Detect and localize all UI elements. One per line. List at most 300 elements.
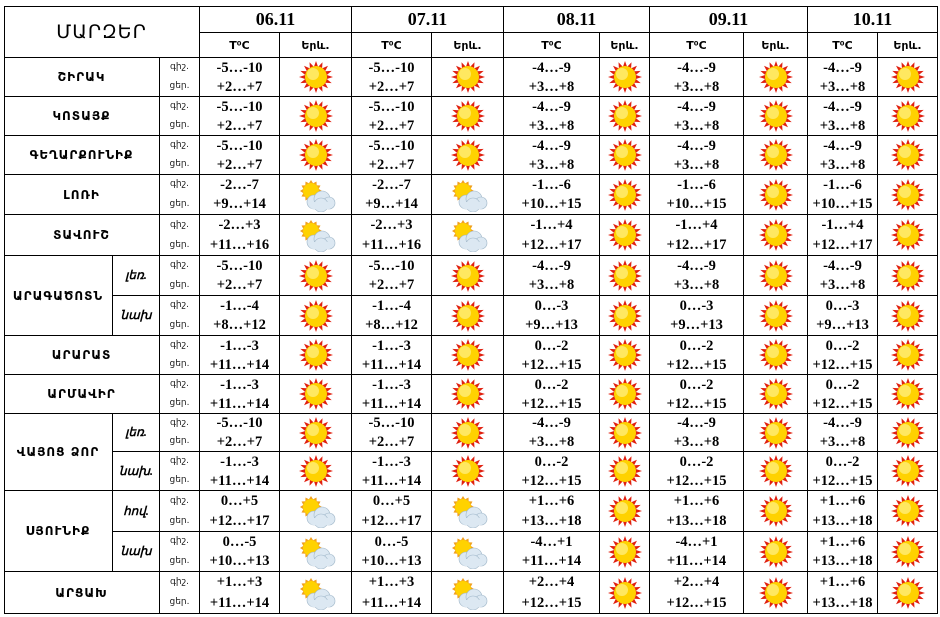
- weather-cell: [432, 414, 504, 452]
- temperature-cell: [504, 491, 600, 532]
- day-temperature: +12…+17: [812, 237, 873, 253]
- weather-cell: [600, 491, 650, 532]
- night-temperature: -4…-9: [823, 415, 862, 432]
- sun-icon: [448, 454, 488, 488]
- temperature-cell: [200, 572, 280, 614]
- night-label: գիշ.: [170, 62, 189, 72]
- day-temperature: +8…+12: [365, 317, 418, 334]
- temperature-cell: [650, 572, 744, 614]
- region-name: [4, 175, 160, 215]
- day-night-label: [160, 58, 200, 97]
- day-temperature: +11…+14: [361, 594, 422, 611]
- weather-cell: [280, 256, 352, 296]
- sun-cloud-icon: [448, 535, 488, 569]
- night-temperature: -1…-6: [677, 176, 716, 193]
- sun-icon: [296, 338, 336, 372]
- night-temperature: -4…+1: [530, 533, 573, 550]
- temperature-cell: [808, 175, 878, 215]
- sun-icon: [605, 178, 645, 212]
- temperature-cell: [808, 491, 878, 532]
- day-temperature: +11…+14: [209, 395, 270, 412]
- date-header: [650, 6, 808, 33]
- night-label: գիշ.: [170, 379, 189, 389]
- day-temperature: +3…+8: [528, 78, 575, 95]
- region-name: [4, 136, 160, 175]
- day-temperature: +2…+7: [368, 156, 415, 173]
- night-temperature: -5…-10: [216, 98, 263, 115]
- day-temperature: +12…+15: [521, 594, 582, 611]
- day-temperature: +11…+14: [209, 594, 270, 611]
- sun-icon: [888, 60, 928, 94]
- night-label: գիշ.: [170, 179, 189, 190]
- temperature-cell: [808, 136, 878, 175]
- weather-cell: [280, 452, 352, 491]
- temperature-cell: [650, 336, 744, 375]
- temperature-cell: [504, 375, 600, 414]
- day-temperature: +9…+13: [816, 317, 869, 334]
- weather-header: [878, 33, 938, 58]
- day-temperature: +12…+17: [666, 237, 727, 253]
- day-temperature: +3…+8: [819, 277, 866, 294]
- temperature-cell: [504, 256, 600, 296]
- temperature-cell: [650, 532, 744, 572]
- regions-title-text: ՄԱՐԶԵՐ: [56, 20, 147, 43]
- weather-cell: [600, 175, 650, 215]
- region-name-text: ԱՐՑԱԽ: [55, 585, 108, 600]
- temperature-cell: [200, 336, 280, 375]
- date-header: [200, 6, 352, 33]
- day-temperature: +3…+8: [528, 277, 575, 294]
- temp-header: [650, 33, 744, 58]
- region-name-text: ԱՐՄԱՎԻՐ: [47, 387, 116, 401]
- weather-cell: [280, 136, 352, 175]
- sun-icon: [888, 535, 928, 569]
- weather-header-text: Երև.: [893, 38, 922, 52]
- weather-cell: [280, 215, 352, 256]
- temperature-cell: [650, 58, 744, 97]
- region-name: [4, 336, 160, 375]
- weather-cell: [878, 532, 938, 572]
- weather-cell: [432, 256, 504, 296]
- weather-cell: [744, 491, 808, 532]
- night-temperature: -1…-3: [372, 337, 411, 354]
- region-name: [4, 491, 113, 572]
- subregion-label: [113, 296, 160, 336]
- sun-cloud-icon: [296, 535, 336, 569]
- temp-header-text: T⁰C: [541, 38, 562, 52]
- temp-header-text: T⁰C: [832, 38, 853, 52]
- day-label: ցեր.: [169, 436, 190, 447]
- temperature-cell: [808, 336, 878, 375]
- night-temperature: -1…-3: [220, 376, 259, 393]
- weather-header-text: Երև.: [301, 38, 330, 52]
- temperature-cell: [504, 572, 600, 614]
- weather-cell: [878, 296, 938, 336]
- weather-cell: [744, 296, 808, 336]
- sun-icon: [888, 218, 928, 252]
- night-temperature: -1…-4: [220, 297, 259, 314]
- weather-cell: [878, 58, 938, 97]
- sun-icon: [605, 454, 645, 488]
- temperature-cell: [200, 296, 280, 336]
- night-label: գիշ.: [170, 456, 189, 466]
- weather-header: [744, 33, 808, 58]
- sun-icon: [756, 218, 796, 252]
- day-temperature: +12…+15: [521, 356, 582, 373]
- temp-header-text: T⁰C: [381, 38, 402, 52]
- day-temperature: +9…+13: [525, 317, 578, 334]
- night-temperature: -1…+4: [821, 217, 864, 233]
- day-temperature: +11…+14: [209, 472, 270, 489]
- sun-icon: [605, 377, 645, 411]
- temperature-cell: [808, 452, 878, 491]
- weather-cell: [280, 58, 352, 97]
- weather-cell: [432, 296, 504, 336]
- day-temperature: +11…+14: [209, 356, 270, 373]
- temperature-cell: [650, 375, 744, 414]
- day-temperature: +2…+7: [368, 78, 415, 95]
- sun-cloud-icon: [296, 218, 336, 252]
- weather-cell: [280, 491, 352, 532]
- sun-icon: [756, 377, 796, 411]
- day-label: ցեր.: [169, 239, 190, 250]
- night-temperature: -1…-6: [823, 176, 862, 193]
- weather-cell: [744, 452, 808, 491]
- temperature-cell: [650, 97, 744, 136]
- weather-cell: [744, 256, 808, 296]
- night-temperature: -1…-3: [372, 376, 411, 393]
- subregion-label-text: նախ: [120, 544, 152, 558]
- date-header-text: 07.11: [407, 8, 448, 29]
- night-temperature: -2…+3: [370, 217, 413, 233]
- night-temperature: -1…-4: [372, 297, 411, 314]
- night-temperature: 0…-2: [679, 337, 714, 354]
- night-temperature: 0…-2: [825, 337, 860, 354]
- night-temperature: -5…-10: [216, 257, 263, 274]
- date-header: [808, 6, 938, 33]
- day-temperature: +9…+13: [670, 317, 723, 334]
- night-temperature: 0…-2: [534, 337, 569, 354]
- day-temperature: +10…+13: [361, 553, 422, 570]
- weather-cell: [600, 452, 650, 491]
- night-temperature: +1…+6: [819, 493, 866, 509]
- day-temperature: +2…+7: [368, 433, 415, 450]
- day-temperature: +3…+8: [819, 433, 866, 450]
- weather-cell: [878, 97, 938, 136]
- day-temperature: +13…+18: [812, 513, 873, 529]
- region-name-text: ԿՈՏԱՅՔ: [52, 109, 111, 123]
- region-name-text: ԳԵՂԱՐՔՈՒՆԻՔ: [29, 148, 134, 162]
- temperature-cell: [650, 452, 744, 491]
- night-temperature: 0…-2: [679, 453, 714, 470]
- weather-cell: [744, 375, 808, 414]
- temperature-cell: [808, 58, 878, 97]
- day-temperature: +10…+13: [209, 553, 270, 570]
- night-temperature: -4…-9: [532, 415, 571, 432]
- weather-cell: [432, 136, 504, 175]
- region-name-text: ՍՅՈՒՆԻՔ: [25, 524, 91, 538]
- subregion-label-text: լեռ.: [125, 425, 147, 439]
- temperature-cell: [352, 491, 432, 532]
- weather-cell: [744, 97, 808, 136]
- night-temperature: 0…-5: [374, 533, 409, 550]
- temperature-cell: [352, 296, 432, 336]
- day-temperature: +12…+15: [666, 594, 727, 611]
- weather-cell: [432, 572, 504, 614]
- weather-header: [600, 33, 650, 58]
- weather-cell: [744, 414, 808, 452]
- sun-icon: [756, 416, 796, 450]
- temperature-cell: [352, 215, 432, 256]
- weather-cell: [744, 532, 808, 572]
- temperature-cell: [504, 58, 600, 97]
- weather-cell: [280, 97, 352, 136]
- temperature-cell: [352, 256, 432, 296]
- temp-header-text: T⁰C: [229, 38, 250, 52]
- night-temperature: -1…-3: [372, 453, 411, 470]
- sun-icon: [756, 494, 796, 528]
- night-temperature: 0…-2: [825, 376, 860, 393]
- region-name: [4, 375, 160, 414]
- weather-header-text: Երև.: [453, 38, 482, 52]
- sun-icon: [605, 576, 645, 610]
- temp-header: [504, 33, 600, 58]
- night-temperature: 0…+5: [372, 493, 411, 509]
- sun-icon: [605, 259, 645, 293]
- weather-cell: [744, 136, 808, 175]
- day-night-label: [160, 97, 200, 136]
- sun-icon: [756, 138, 796, 172]
- subregion-label: [113, 414, 160, 452]
- night-temperature: -4…+1: [675, 533, 718, 550]
- night-temperature: -5…-10: [216, 415, 263, 432]
- day-night-label: [160, 491, 200, 532]
- temperature-cell: [352, 336, 432, 375]
- temperature-cell: [504, 452, 600, 491]
- sun-icon: [448, 299, 488, 333]
- weather-cell: [432, 175, 504, 215]
- day-night-label: [160, 336, 200, 375]
- night-temperature: -4…-9: [823, 137, 862, 154]
- sun-icon: [888, 416, 928, 450]
- day-temperature: +3…+8: [528, 117, 575, 134]
- temp-header: [808, 33, 878, 58]
- night-temperature: -5…-10: [216, 59, 263, 76]
- sun-icon: [756, 60, 796, 94]
- weather-cell: [744, 336, 808, 375]
- temperature-cell: [200, 136, 280, 175]
- night-temperature: +1…+3: [368, 574, 415, 591]
- temperature-cell: [504, 97, 600, 136]
- night-temperature: 0…-2: [534, 453, 569, 470]
- region-name-text: ՎԱՅՈՑ ՁՈՐ: [16, 445, 100, 459]
- weather-cell: [280, 296, 352, 336]
- weather-cell: [280, 175, 352, 215]
- weather-cell: [744, 572, 808, 614]
- day-night-label: [160, 375, 200, 414]
- day-label: ցեր.: [169, 398, 190, 408]
- weather-cell: [878, 136, 938, 175]
- sun-icon: [448, 416, 488, 450]
- temperature-cell: [650, 136, 744, 175]
- night-temperature: +2…+4: [673, 574, 720, 591]
- subregion-label-text: լեռ.: [125, 268, 147, 282]
- night-label: գիշ.: [170, 101, 189, 111]
- weather-cell: [600, 136, 650, 175]
- day-temperature: +2…+7: [216, 117, 263, 134]
- night-temperature: 0…+5: [220, 493, 259, 509]
- day-temperature: +3…+8: [673, 78, 720, 95]
- day-night-label: [160, 296, 200, 336]
- region-name-text: ԼՈՌԻ: [63, 187, 100, 202]
- day-temperature: +13…+18: [812, 594, 873, 611]
- day-temperature: +12…+17: [361, 513, 422, 529]
- day-temperature: +10…+15: [666, 196, 727, 213]
- temperature-cell: [808, 215, 878, 256]
- night-temperature: +1…+6: [673, 493, 720, 509]
- region-name: [4, 414, 113, 491]
- day-label: ցեր.: [169, 319, 190, 330]
- night-label: գիշ.: [170, 140, 189, 150]
- sun-icon: [888, 494, 928, 528]
- region-name: [4, 215, 160, 256]
- night-temperature: -4…-9: [532, 257, 571, 274]
- temperature-cell: [352, 452, 432, 491]
- sun-icon: [756, 338, 796, 372]
- night-temperature: 0…-3: [825, 297, 860, 314]
- day-temperature: +11…+14: [666, 553, 727, 570]
- day-temperature: +9…+14: [365, 196, 418, 213]
- day-temperature: +2…+7: [216, 156, 263, 173]
- sun-cloud-icon: [296, 178, 336, 212]
- night-temperature: 0…-3: [679, 297, 714, 314]
- night-temperature: -4…-9: [823, 59, 862, 76]
- day-temperature: +12…+15: [812, 356, 873, 373]
- weather-cell: [600, 296, 650, 336]
- day-temperature: +11…+14: [521, 553, 582, 570]
- weather-cell: [878, 572, 938, 614]
- day-temperature: +13…+18: [812, 553, 873, 570]
- weather-cell: [432, 491, 504, 532]
- weather-cell: [744, 175, 808, 215]
- sun-cloud-icon: [448, 218, 488, 252]
- weather-cell: [878, 375, 938, 414]
- night-label: գիշ.: [170, 576, 189, 587]
- sun-icon: [888, 454, 928, 488]
- temperature-cell: [504, 336, 600, 375]
- sun-icon: [888, 377, 928, 411]
- night-temperature: -5…-10: [368, 137, 415, 154]
- weather-cell: [878, 175, 938, 215]
- temp-header-text: T⁰C: [686, 38, 707, 52]
- weather-cell: [878, 256, 938, 296]
- subregion-label-text: նախ.: [118, 463, 154, 478]
- night-temperature: -1…-3: [220, 337, 259, 354]
- day-label: ցեր.: [169, 597, 190, 608]
- day-temperature: +3…+8: [673, 277, 720, 294]
- weather-cell: [878, 452, 938, 491]
- subregion-label: [113, 256, 160, 296]
- temperature-cell: [200, 97, 280, 136]
- date-header: [504, 6, 650, 33]
- subregion-label: [113, 491, 160, 532]
- day-label: ցեր.: [169, 81, 190, 91]
- night-temperature: -4…-9: [677, 98, 716, 115]
- weather-cell: [432, 375, 504, 414]
- region-name: [4, 256, 113, 336]
- day-temperature: +3…+8: [673, 156, 720, 173]
- sun-icon: [448, 99, 488, 133]
- region-name: [4, 97, 160, 136]
- day-night-label: [160, 175, 200, 215]
- weather-cell: [432, 97, 504, 136]
- night-label: գիշ.: [170, 536, 189, 547]
- temperature-cell: [200, 375, 280, 414]
- sun-icon: [756, 454, 796, 488]
- sun-icon: [296, 60, 336, 94]
- sun-cloud-icon: [448, 178, 488, 212]
- temperature-cell: [808, 256, 878, 296]
- sun-icon: [296, 454, 336, 488]
- temperature-cell: [650, 414, 744, 452]
- weather-cell: [878, 491, 938, 532]
- night-temperature: -5…-10: [368, 59, 415, 76]
- day-temperature: +12…+17: [521, 237, 582, 253]
- night-temperature: -1…-6: [532, 176, 571, 193]
- night-temperature: -1…-3: [220, 453, 259, 470]
- day-temperature: +12…+15: [812, 395, 873, 412]
- weather-cell: [744, 58, 808, 97]
- temperature-cell: [650, 215, 744, 256]
- night-temperature: -4…-9: [532, 98, 571, 115]
- day-temperature: +3…+8: [673, 117, 720, 134]
- subregion-label: [113, 452, 160, 491]
- night-temperature: +1…+6: [528, 493, 575, 509]
- day-temperature: +10…+15: [521, 196, 582, 213]
- day-temperature: +11…+14: [361, 356, 422, 373]
- day-label: ցեր.: [169, 198, 190, 209]
- sun-icon: [888, 338, 928, 372]
- temperature-cell: [504, 175, 600, 215]
- weather-header: [280, 33, 352, 58]
- temperature-cell: [808, 572, 878, 614]
- night-temperature: -4…-9: [823, 98, 862, 115]
- sun-icon: [296, 299, 336, 333]
- sun-icon: [296, 416, 336, 450]
- day-temperature: +12…+15: [812, 472, 873, 489]
- day-night-label: [160, 215, 200, 256]
- day-temperature: +3…+8: [528, 433, 575, 450]
- temperature-cell: [808, 414, 878, 452]
- sun-icon: [448, 259, 488, 293]
- weather-cell: [280, 414, 352, 452]
- sun-icon: [605, 416, 645, 450]
- subregion-label-text: նախ: [120, 308, 152, 322]
- sun-icon: [605, 138, 645, 172]
- night-temperature: -2…+3: [218, 217, 261, 233]
- temperature-cell: [808, 97, 878, 136]
- night-temperature: -2…-7: [220, 176, 259, 193]
- day-temperature: +12…+15: [521, 472, 582, 489]
- sun-icon: [888, 99, 928, 133]
- night-temperature: 0…-3: [534, 297, 569, 314]
- weather-cell: [600, 532, 650, 572]
- day-temperature: +12…+15: [666, 356, 727, 373]
- sun-icon: [888, 178, 928, 212]
- day-temperature: +2…+7: [216, 277, 263, 294]
- night-temperature: -5…-10: [216, 137, 263, 154]
- subregion-label: [113, 532, 160, 572]
